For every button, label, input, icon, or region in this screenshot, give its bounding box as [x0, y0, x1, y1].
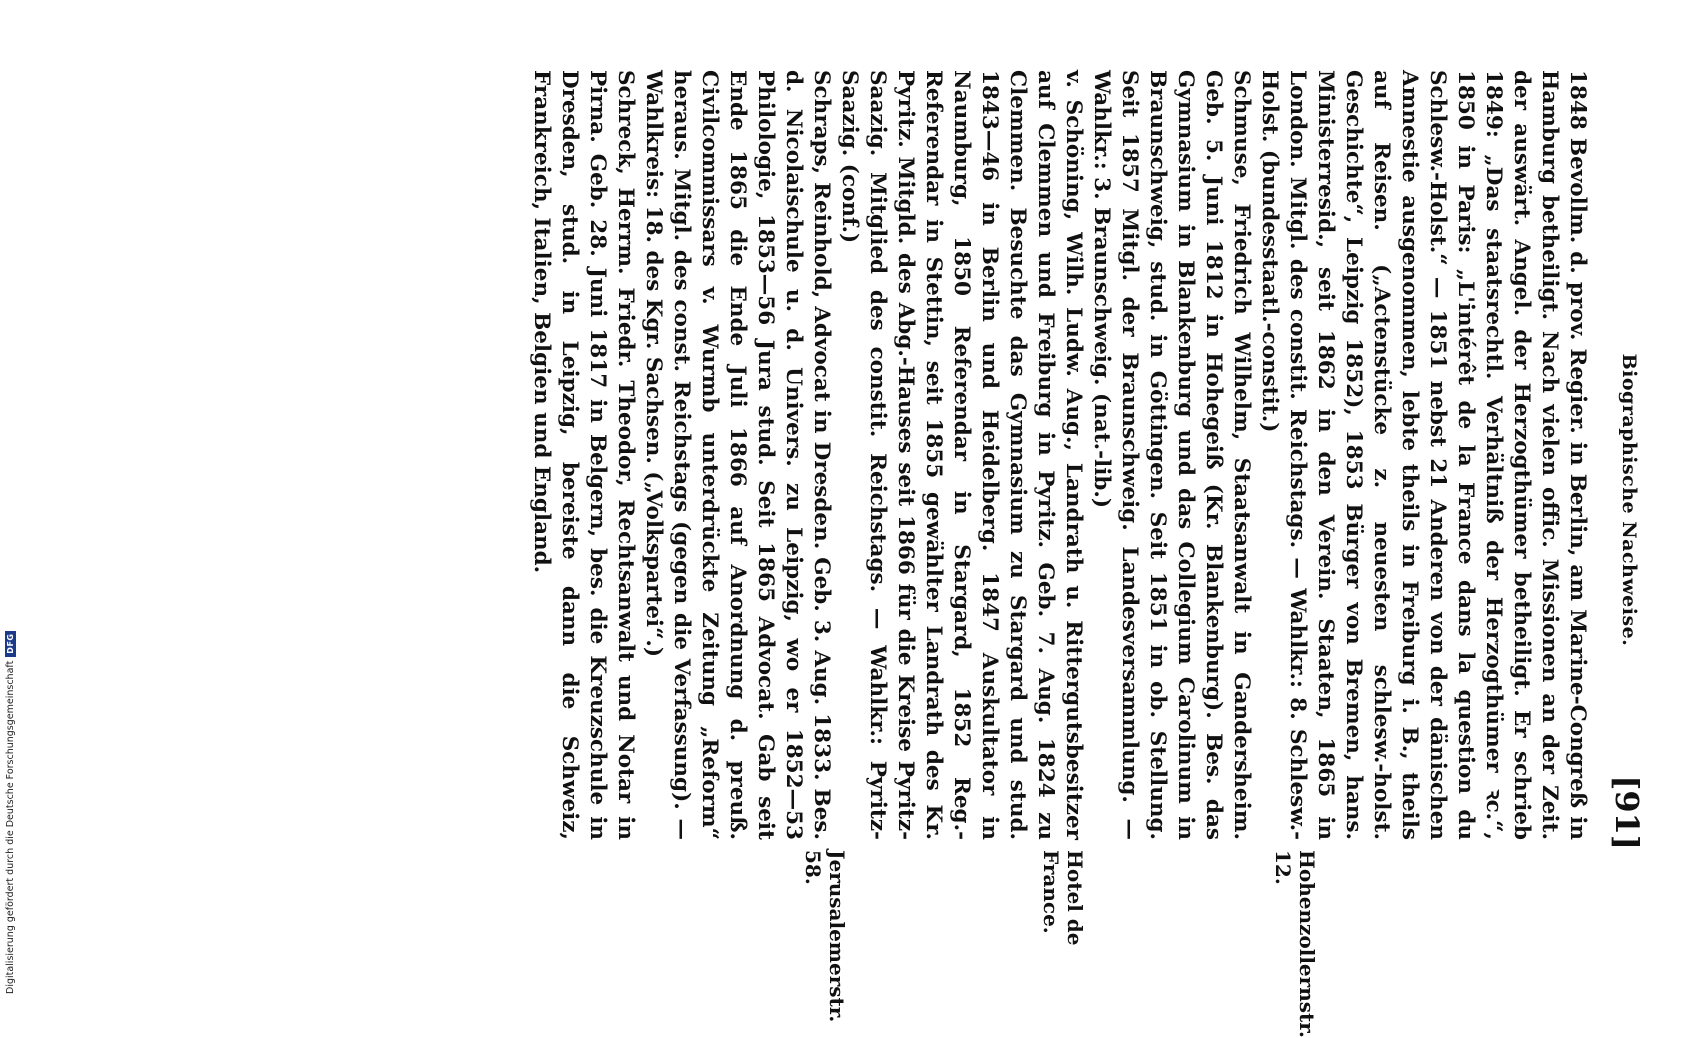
credit-text: Digitalisierung gefördert durch die Deutsche Forschungsgemeinschaft [4, 660, 16, 994]
dfg-logo-icon: DFG [5, 631, 16, 657]
entry-schmuse: Schmuse, Friedrich Wilhelm, Staatsanwalt in Gandersheim. Geb. 5. Juni 1812 in Hohegeiß (Kr. Blankenburg). Bes. das Gymnasium in Blankenburg und das Collegium Carolinum in Braunschweig, stud. in Göttingen. Seit 1851 in ob. Stellung. Seit 1857 Mitgl. der Braunschweig. Landesversammlung. — Wahlkr.: 3. Braunschweig. (nat.-lib.) [1089, 70, 1254, 840]
page-header [1606, 0, 1646, 1000]
biography-column [527, 70, 1591, 840]
margin-note-address: Jerusalemerstr. 58. [801, 850, 849, 1023]
digitization-credit [0, 618, 20, 994]
margin-note-address: Hotel de France. [1039, 850, 1087, 946]
page-number: [91] [1608, 775, 1646, 850]
entry-schraps: Schraps, Reinhold, Advocat in Dresden. Geb. 3. Aug. 1833. Bes. d. Nicolaischule u. d. Univers. zu Leipzig, wo er 1852—53 Philologie, 1853—56 Jura stud. Seit 1865 Advocat. Gab seit Ende 1865 die Ende Juli 1866 auf Anordnung d. preuß. Civilcommissars v. Wurmb unterdrückte Zeitung „Reform“ heraus. Mitgl. des const. Reichstags (gegen die Verfassung). — Wahlkreis: 18. des Kgr. Sachsen. („Volkspartei“.) [641, 70, 834, 840]
running-title: Biographische Nachweise. [1618, 353, 1640, 647]
entry-continued: 1848 Bevollm. d. prov. Regier. in Berlin, am Marine-Congreß in Hamburg betheiligt. Nach vielen offic. Missionen an der Zeit. der auswärt. Angel. der Herzogthümer betheiligt. Er schrieb 1849: „Das staatsrechtl. Verhältniß der Herzogthümer ꝛc.“, 1850 in Paris: „L'intérêt de la France dans la question du Schlesw.-Holst.“ — 1851 nebst 21 Anderen von der dänischen Amnestie ausgenommen, lebte theils in Freiburg i. B., theils auf Reisen. („Actenstücke z. neuesten schlesw.-holst. Geschichte“, Leipzig 1852), 1853 Bürger von Bremen, hans. Ministerresid., seit 1862 in den Verein. Staaten, 1865 in London. Mitgl. des constit. Reichstags. — Wahlkr.: 8. Schlesw.-Holst. (bundesstaatl.-constit.) [1257, 70, 1590, 840]
entry-schoening: v. Schöning, Wilh. Ludw. Aug., Landrath u. Rittergutsbesitzer auf Clemmen und Freiburg in Pyritz. Geb. 7. Aug. 1824 zu Clemmen. Besuchte das Gymnasium zu Stargard und stud. 1843—46 in Berlin und Heidelberg. 1847 Auskultator in Naumburg, 1850 Referendar in Stargard, 1852 Reg.-Referendar in Stettin, seit 1855 gewählter Landrath des Kr. Pyritz. Mitgld. des Abg.-Hauses seit 1866 für die Kreise Pyritz-Saazig. Mitglied des constit. Reichstags. — Wahlkr.: Pyritz-Saazig. (conf.) [837, 70, 1086, 840]
entry-schreck: Schreck, Herrm. Friedr. Theodor, Rechtsanwalt und Notar in Pirna. Geb. 28. Juni 1817 in Belgern, bes. die Kreuzschule in Dresden, stud. in Leipzig, bereiste dann die Schweiz, Frankreich, Italien, Belgien und England. [529, 70, 638, 840]
margin-note-address: Hohenzollernstr. 12. [1271, 850, 1319, 1038]
